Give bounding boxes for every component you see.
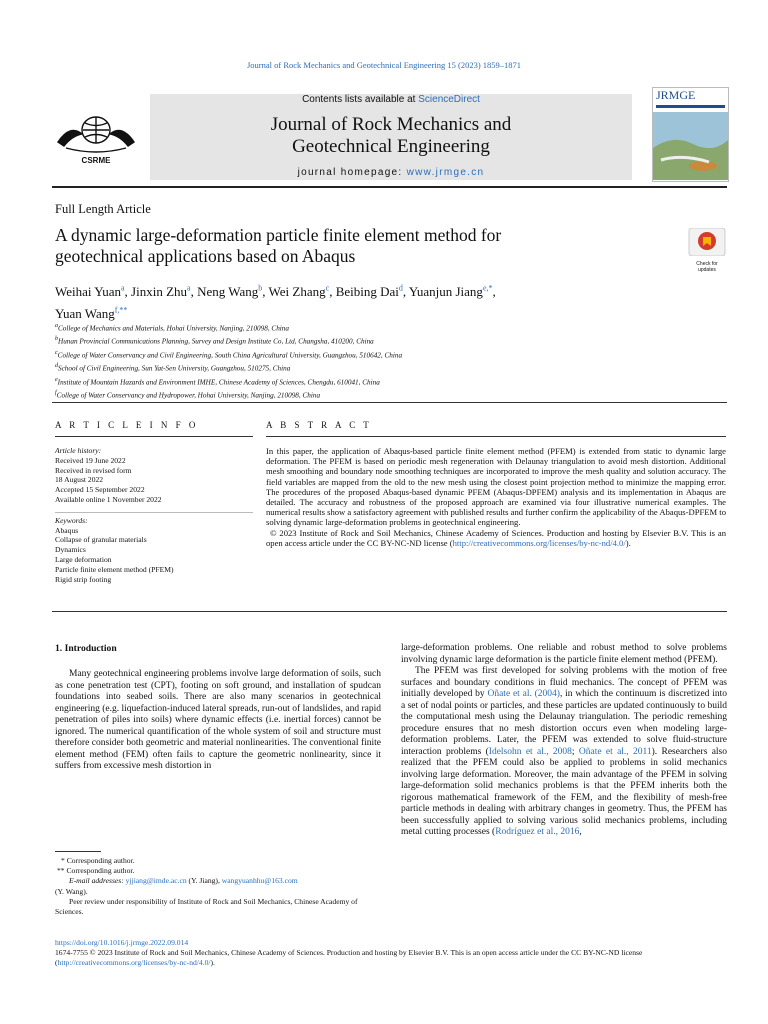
paper-title-line2: geotechnical applications based on Abaqus xyxy=(55,246,356,266)
corresponding-author: ** Corresponding author. xyxy=(57,866,135,876)
contents-prefix: Contents lists available at xyxy=(302,94,419,105)
section-heading: 1. Introduction xyxy=(55,643,117,654)
intro-right-column xyxy=(401,643,727,839)
check-for-updates-badge[interactable] xyxy=(688,228,726,273)
contents-line xyxy=(150,94,632,105)
affiliation: $^f$College of Water Conservancy and Hydropower, Hohai University, Nanjing, 210098, China xyxy=(55,389,321,400)
abstract-heading: A B S T R A C T xyxy=(266,420,372,430)
keyword: Large deformation xyxy=(55,554,112,564)
journal-title-line2: Geotechnical Engineering xyxy=(292,136,490,157)
affiliation: $^e$Institute of Mountain Hazards and Environment IMHE, Chinese Academy of Sciences, Chengdu, 610041, China xyxy=(55,376,380,386)
journal-title-line1: Journal of Rock Mechanics and xyxy=(270,114,512,135)
history-item: Available online 1 November 2022 xyxy=(55,494,162,504)
homepage-prefix: journal homepage: xyxy=(297,167,407,178)
history-label: Article history: xyxy=(55,446,102,455)
cover-image xyxy=(653,108,728,180)
paper-title xyxy=(55,225,615,267)
abstract-rule xyxy=(266,436,726,437)
email-link[interactable]: wangyuanhhu@163.com xyxy=(221,876,298,886)
doi-link[interactable]: https://doi.org/10.1016/j.jrmge.2022.09.014 xyxy=(55,938,189,947)
affiliations xyxy=(55,321,575,401)
cover-title: JRMGE xyxy=(656,88,696,102)
affiliation: $^a$College of Mechanics and Materials, Hohai University, Nanjing, 210098, China xyxy=(55,323,289,333)
affiliation: $^d$School of Civil Engineering, Sun Yat-Sen University, Guangzhou, 510275, China xyxy=(55,363,291,373)
article-info xyxy=(55,446,253,584)
journal-homepage xyxy=(150,167,632,178)
author: Neng Wang$^b$, xyxy=(197,284,269,300)
check-updates-line1: Check for xyxy=(696,261,718,267)
keywords-label: Keywords: xyxy=(55,515,88,525)
journal-title xyxy=(150,114,632,158)
citation-link[interactable]: Rodríguez et al., 2016 xyxy=(495,827,580,837)
intro-right-paragraph1: large-deformation problems. One reliable and robust method to solve problems involving dynamic large deformation is the particle finite element method (PFEM). xyxy=(401,643,727,665)
author: Yuanjun Jiang$^{e,*}$, xyxy=(408,284,496,300)
history-item: 18 August 2022 xyxy=(55,475,104,485)
license-link[interactable]: http://creativecommons.org/ xyxy=(452,537,550,548)
author: Wei Zhang$^c$, xyxy=(268,284,336,300)
affiliation: $^b$Hunan Provincial Communications Planning, Survey and Design Institute Co, Ltd, Changsha, 410200, China xyxy=(55,336,374,346)
author-list xyxy=(55,280,655,323)
doi-block xyxy=(55,938,735,969)
article-info-heading: A R T I C L E I N F O xyxy=(55,420,199,430)
email-link[interactable]: yjjiang@imde.ac.cn xyxy=(125,876,187,886)
footnotes xyxy=(55,856,381,917)
check-updates-line2: updates xyxy=(698,267,716,273)
citation-link[interactable]: Oñate et al. (2004) xyxy=(487,689,560,699)
author: Jinxin Zhu$^a$, xyxy=(131,284,198,300)
footnote-rule xyxy=(55,851,101,852)
homepage-link[interactable]: www.jrmge.cn xyxy=(406,167,485,178)
logo-text: CSRME xyxy=(81,156,111,165)
license-link[interactable]: licenses/by-nc-nd/4.0/ xyxy=(549,537,626,548)
abstract xyxy=(266,446,726,548)
publisher-logo xyxy=(52,108,140,166)
affiliation: $^c$College of Water Conservancy and Civil Engineering, South China Agricultural University, Guangzhou, 510642, China xyxy=(55,349,403,360)
abstract-text: In this paper, the application of Abaqus-based particle finite element method (PFEM) is extended from static to dynamic large deformation. The PFEM is based on periodic mesh regeneration with Delaunay triangulation to avoid mesh distortion. Additional mesh smoothing and boundary node smoothing techniques are incorporated to improve the mesh quality and solution accuracy. The field variables are mapped from the old to the new mesh using the closest point projection method to minimize the mapping error. The procedures of the proposed Abaqus-based dynamic PFEM (Abaqus-DPFEM) analysis and its implementation in Abaqus are detailed. The accuracy and robustness of the proposed approach are examined via four illustrative numerical examples. The numerical results show a satisfactory agreement with published results and further confirm the applicability of the Abaqus-DPFEM to solving dynamic large-deformation problems in geotechnical engineering. xyxy=(266,446,726,528)
history-item: Accepted 15 September 2022 xyxy=(55,485,145,495)
author: Weihai Yuan$^a$, xyxy=(55,284,132,300)
citation-link[interactable]: Idelsohn et al., 2008 xyxy=(488,746,572,757)
keyword: Collapse of granular materials xyxy=(55,535,147,545)
history-item: Received 19 June 2022 xyxy=(55,455,126,465)
check-updates-icon xyxy=(688,228,726,256)
sciencedirect-link[interactable]: ScienceDirect xyxy=(418,94,480,105)
intro-right-paragraph2: The PFEM was first developed for solving problems with the motion of free surfaces and boundary conditions in fluid mechanics. The concept of PFEM was initially developed by Oñate et al. (2004), in which the continuum is discretized into a set of nodal points or particles, and these particles are updated continuously to build the computational mesh using the Delaunay triangulation. The periodic remeshing procedure ensures that no mesh distortion occurs even when modeling large-deformation problems. Later, the PFEM was extended to solve fluid-structure interaction problems (Idelsohn et al., 2008; Oñate et al., 2011). Researchers also realized that the PFEM could also be applied to problems in solid mechanics involving large deformation. Moreover, the main advantage of the PFEM in solving large-deformation solid mechanics problems is that the PFEM inherits both the rigorous mathematical framework of the FEM, and the flexibility of mesh-free particle methods in dealing with arbitrary changes in geometry. Thus, the PFEM has been successfully applied to solving various solid mechanics problems, including metal cutting processes (Rodríguez et al., 2016, xyxy=(401,666,728,837)
keyword: Particle finite element method (PFEM) xyxy=(55,564,174,574)
email-name: (Y. Wang). xyxy=(55,886,88,896)
header-rule xyxy=(52,186,727,188)
abstract-bottom-rule xyxy=(52,611,727,612)
affiliation-rule xyxy=(52,402,727,403)
paper-title-line1: A dynamic large-deformation particle finite element method for xyxy=(55,225,502,245)
license-link[interactable]: http://creativecommons.org/licenses/by-nc-nd/4.0/ xyxy=(57,958,211,968)
email-addresses: E-mail addresses: yjjiang@imde.ac.cn (Y. Jiang), wangyuanhhu@163.com xyxy=(69,876,298,886)
keyword: Rigid strip footing xyxy=(55,574,112,584)
corresponding-author: * Corresponding author. xyxy=(61,856,135,865)
issn-copyright: 1674-7755 © 2023 Institute of Rock and Soil Mechanics, Chinese Academy of Sciences. Production and hosting by Elsevier B.V. This is an open access article under the CC BY-NC-ND license (http://creativecommons.org/licenses/by-nc-nd/4.0/). xyxy=(55,948,643,968)
peer-review-note: Peer review under responsibility of Institute of Rock and Soil Mechanics, Chinese Academy of Sciences. xyxy=(55,896,358,917)
intro-left-paragraph: Many geotechnical engineering problems involve large deformation of soils, such as cone penetration test (CPT), footing on soft ground, and installation of spudcan foundations into seabed soils. There are also many scenarios in geotechnical engineering (e.g. liquefaction-induced lateral spreads, run-out of landslides, and rapid penetration of piles into soils) where dynamic effects (i.e. inertial forces) cannot be ignored. The numerical quantification of the whole system of soil and structure must therefore consider both geometric and material nonlinearities. The conventional finite element method (FEM) often fails to capture the geometric nonlinearity, since it suffers from excessive mesh distortion in xyxy=(55,669,381,771)
author: Yuan Wang$^{f,**}$ xyxy=(55,305,128,321)
author: Beibing Dai$^d$, xyxy=(335,284,409,300)
abstract-copyright: © 2023 Institute of Rock and Soil Mechanics, Chinese Academy of Sciences. Production and hosting by Elsevier B.V. This is an open access article under the CC BY-NC-ND license (http://creativecommons.org/licenses/by-nc-nd/4.0/). xyxy=(266,527,726,548)
citation-link[interactable]: Oñate et al., 2011 xyxy=(578,746,652,757)
article-type: Full Length Article xyxy=(55,202,151,216)
journal-cover[interactable] xyxy=(652,87,729,182)
keyword: Abaqus xyxy=(55,525,79,535)
history-item: Received in revised form xyxy=(55,465,132,475)
journal-citation: Journal of Rock Mechanics and Geotechnical Engineering 15 (2023) 1859–1871 xyxy=(246,60,522,70)
info-rule xyxy=(55,436,253,437)
keyword: Dynamics xyxy=(55,545,86,555)
